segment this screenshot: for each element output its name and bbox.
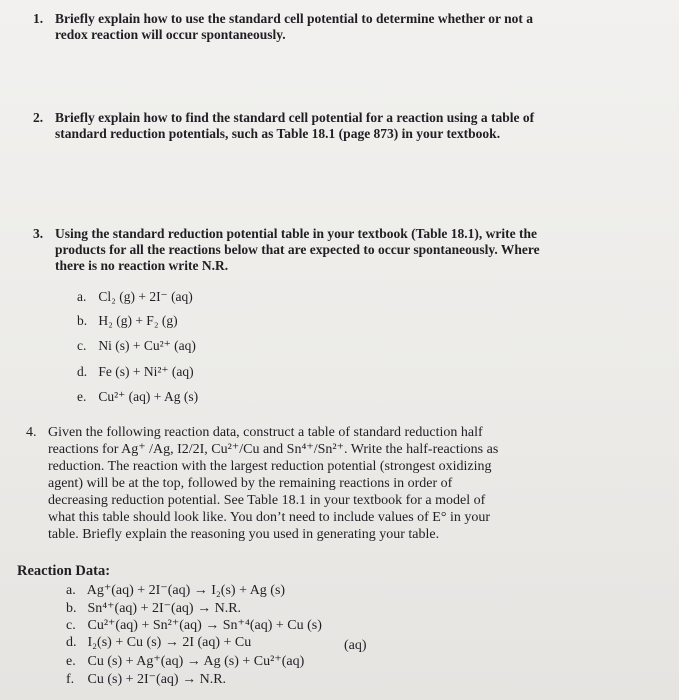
reaction-text: Cu (s) + Ag⁺(aq) → Ag (s) + Cu²⁺(aq) [87,654,305,669]
q3-item-b [77,313,178,329]
question-2-line: Briefly explain how to find the standard cell potential for a reaction using a table of [55,110,535,125]
item-label: c. [77,338,87,353]
item-label: d. [77,364,88,379]
question-4-line: decreasing reduction potential. See Table 18.1 in your textbook for a model of [48,493,486,508]
reaction-item-e [66,653,304,670]
q3-item-a [77,289,193,305]
reaction-label: e. [66,654,76,669]
reaction-text: Sn⁴⁺(aq) + 2I⁻(aq) → N.R. [87,601,242,616]
item-label: b. [77,313,88,328]
reaction-data-heading: Reaction Data: [17,563,111,579]
question-2-text [55,110,534,142]
question-2-number: 2. [33,110,44,125]
item-label: e. [77,389,87,404]
item-text: Cu²⁺ (aq) + Ag (s) [98,389,199,404]
reaction-label: b. [66,601,77,616]
reaction-text: Cu²⁺(aq) + Sn²⁺(aq) → Sn⁺⁴(aq) + Cu (s) [87,618,322,633]
item-text: Cl₂ (g) + 2I⁻ (aq) [98,289,193,304]
question-3-line: there is no reaction write N.R. [55,258,229,273]
reaction-item-f [66,671,226,688]
reaction-label: f. [66,672,75,687]
question-4-line: Given the following reaction data, construct a table of standard reduction half [48,425,483,440]
question-1-text [55,11,533,43]
question-4-line: what this table should look like. You don’t need to include values of E° in your [48,510,491,525]
reaction-text: Ag⁺(aq) + 2I⁻(aq) → I₂(s) + Ag (s) [86,583,286,598]
question-4-line: table. Briefly explain the reasoning you used in generating your table. [48,527,440,542]
reaction-text: Cu (s) + 2I⁻(aq) → N.R. [87,672,227,687]
item-text: H₂ (g) + F₂ (g) [98,313,178,328]
question-4-line: reactions for Ag⁺ /Ag, I2/2I, Cu²⁺/Cu and Sn⁴⁺/Sn²⁺. Write the half-reactions as [48,442,499,457]
item-label: a. [77,289,87,304]
item-text: Ni (s) + Cu²⁺ (aq) [98,338,196,353]
reaction-item-a [66,582,285,599]
question-1-line: Briefly explain how to use the standard cell potential to determine whether or not a [55,11,533,26]
question-3-line: products for all the reactions below that are expected to occur spontaneously. Where [55,242,540,257]
reaction-d-suffix: (aq) [344,638,367,653]
question-3-line: Using the standard reduction potential table in your textbook (Table 18.1), write the [55,226,538,241]
question-4-number: 4. [26,425,37,440]
reaction-label: d. [66,635,77,650]
q3-item-c [77,338,196,354]
question-2-line: standard reduction potentials, such as Table 18.1 (page 873) in your textbook. [55,126,501,141]
reaction-label: c. [66,618,76,633]
item-text: Fe (s) + Ni²⁺ (aq) [98,364,194,379]
reaction-item-b [66,600,241,617]
q3-item-d [77,364,194,380]
reaction-item-d [66,635,251,651]
question-4-line: reduction. The reaction with the largest reduction potential (strongest oxidizing [48,459,492,474]
reaction-item-c [66,617,322,634]
question-1-number: 1. [33,11,44,26]
question-4-line: agent) will be at the top, followed by the remaining reactions in order of [48,476,453,491]
question-1-line: redox reaction will occur spontaneously. [55,27,286,42]
question-4-text [48,424,498,543]
reaction-label: a. [66,583,76,598]
question-3-text [55,226,540,274]
reaction-text: I₂(s) + Cu (s) → 2I (aq) + Cu [87,635,252,650]
question-3-number: 3. [33,226,44,241]
q3-item-e [77,389,198,405]
